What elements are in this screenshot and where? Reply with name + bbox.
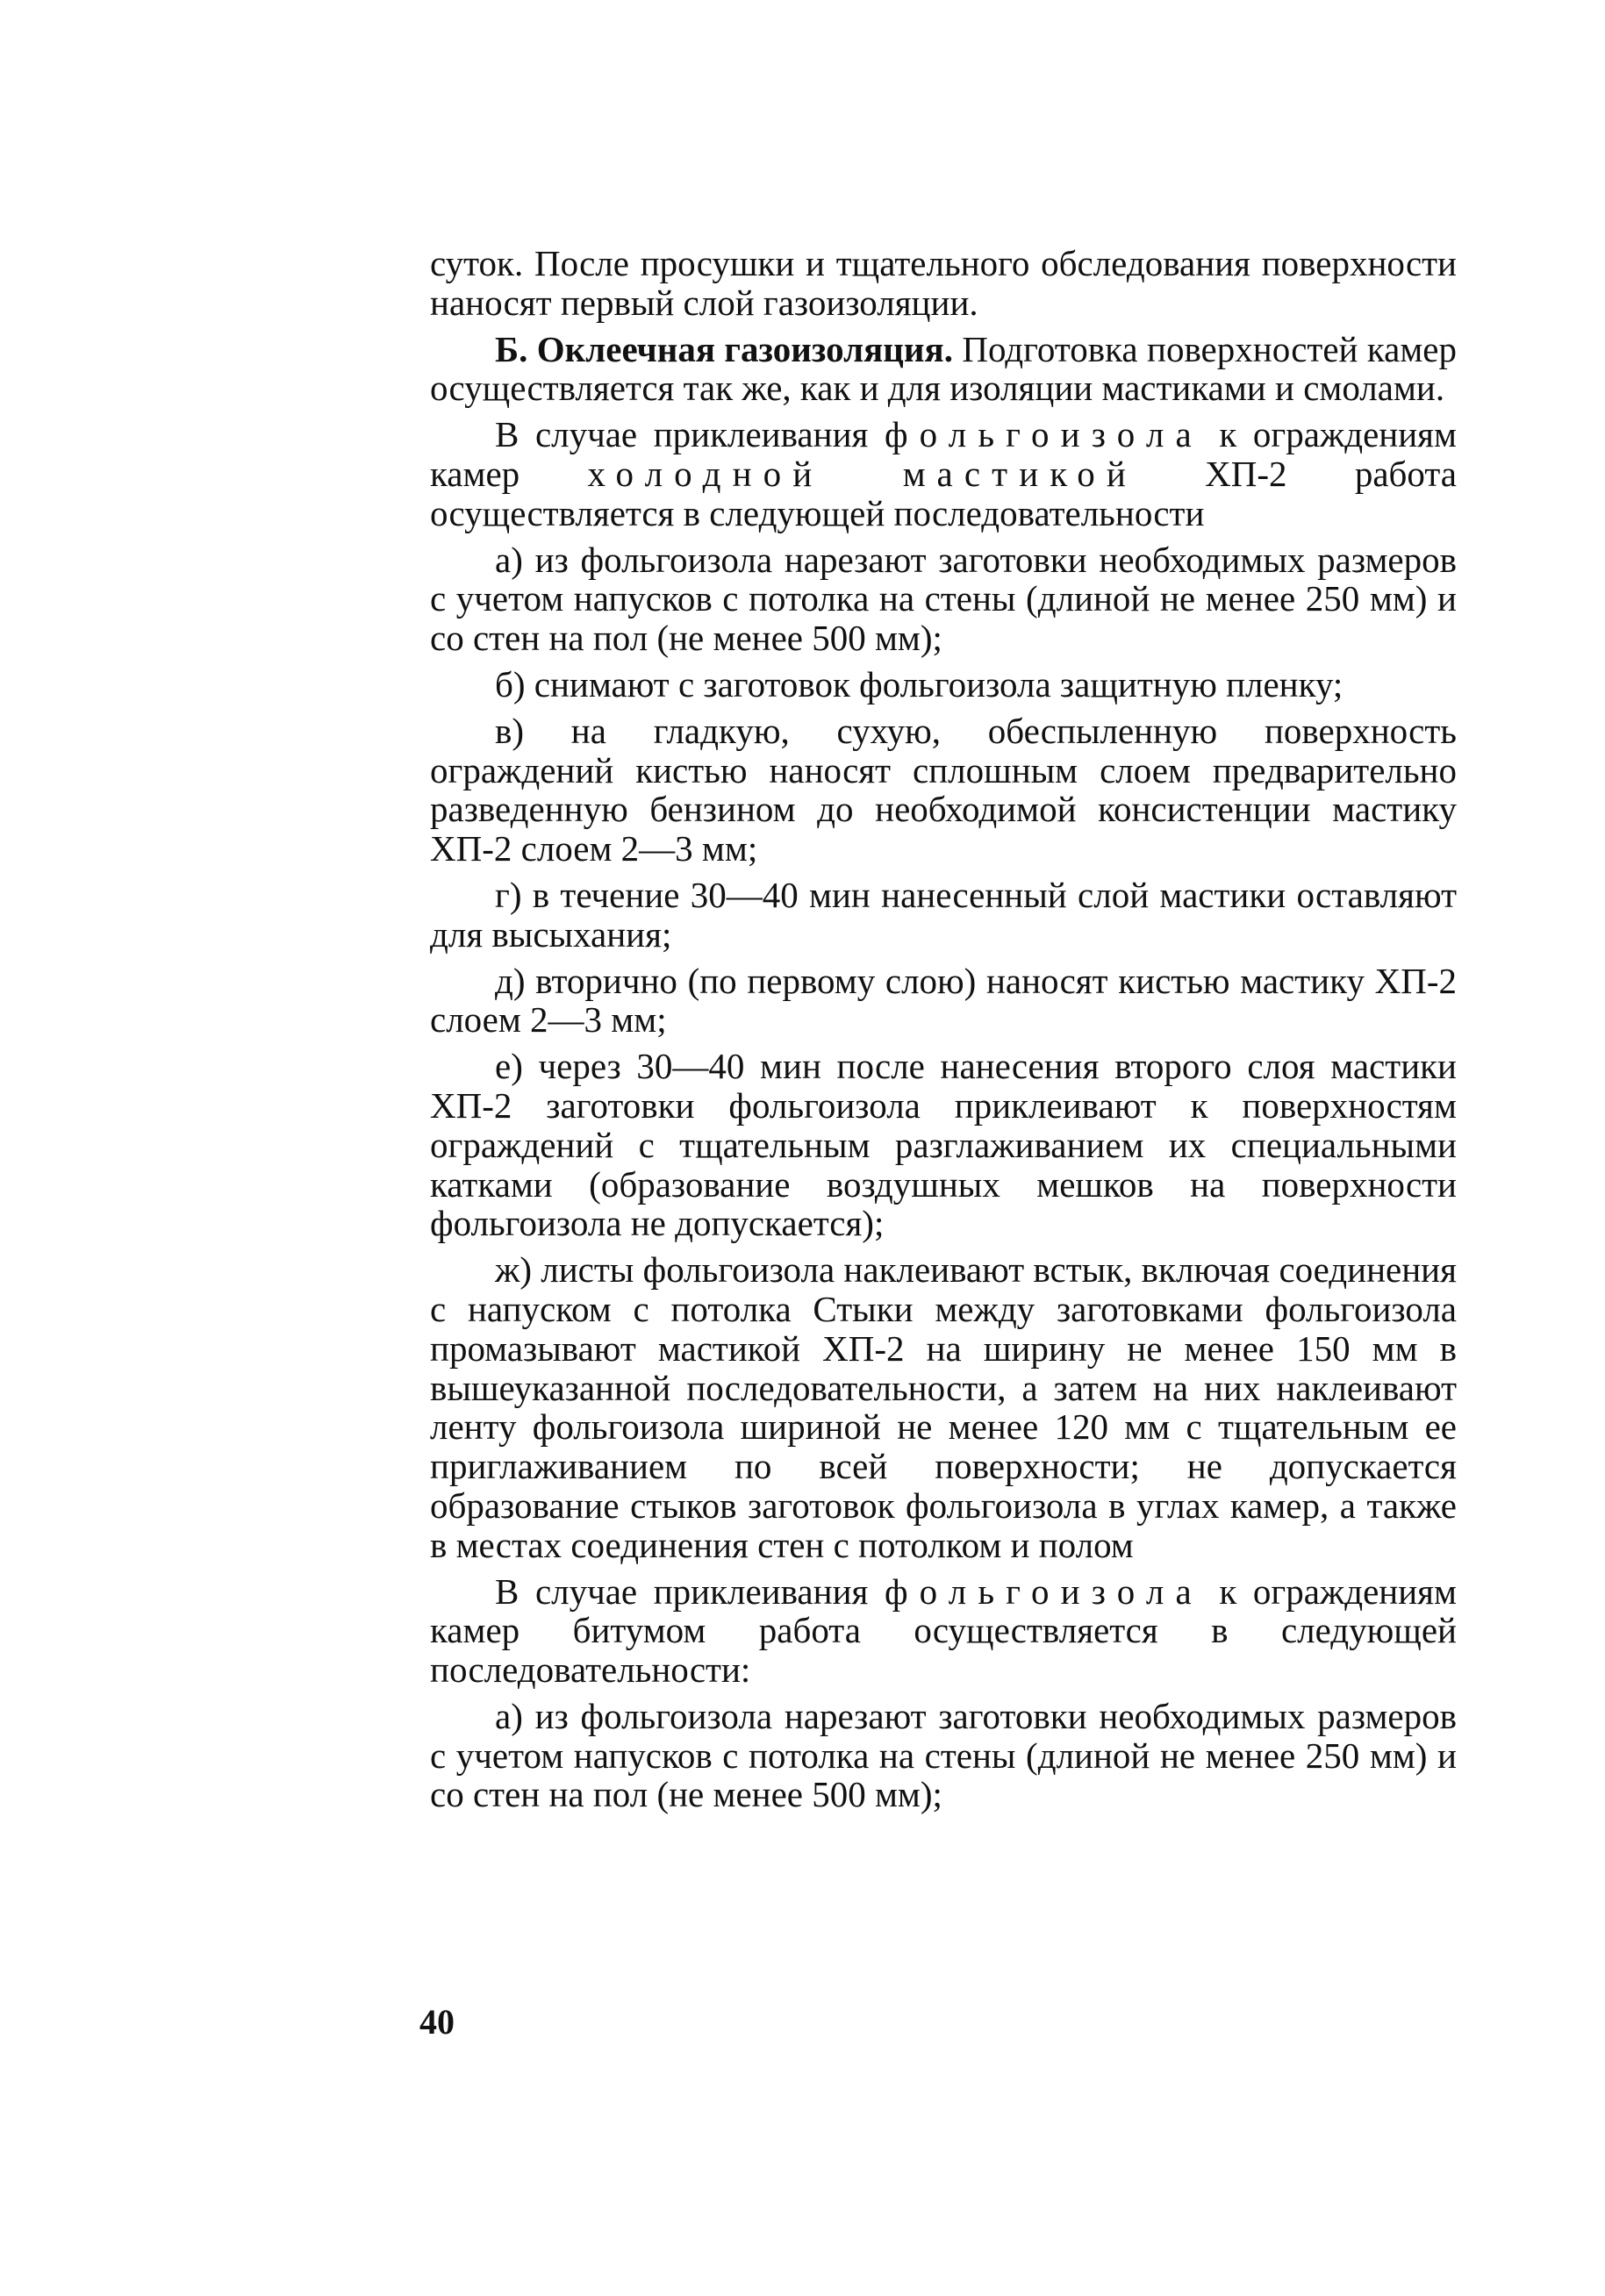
paragraph-text: ХП-2 работа осуществляется в следующей последовательности bbox=[430, 453, 1457, 533]
paragraph-cold-mastic bbox=[430, 415, 1457, 533]
list-item: д) вторично (по первому слою) наносят кистью мастику ХП-2 слоем 2—3 мм; bbox=[430, 960, 1457, 1041]
spaced-term: фольгоизола bbox=[884, 414, 1203, 455]
spaced-term: холодной мастикой bbox=[587, 453, 1137, 494]
paragraph-section-b bbox=[430, 330, 1457, 409]
list-item: а) из фольгоизола нарезают заготовки необходимых размеров с учетом напусков с потолка на стены (длиной не менее 250 мм) и со стен на пол (не менее 500 мм); bbox=[430, 539, 1457, 659]
body-text bbox=[430, 244, 1457, 1814]
list-item: в) на гладкую, сухую, обеспыленную поверхность ограждений кистью наносят сплошным слоем предварительно разведенную бензином до необходимой консистенции мастику ХП-2 слоем 2—3 мм; bbox=[430, 710, 1457, 869]
list-item: б) снимают с заготовок фольгоизола защитную пленку; bbox=[495, 663, 1343, 705]
page-number: 40 bbox=[419, 2002, 455, 2042]
paragraph-text: Подготовка поверхностей камер осуществляется так же, как и для изоляции мастиками и смолами. bbox=[430, 328, 1457, 409]
paragraph-text: к ограждениям камер битумом работа осуществляется в следующей последовательности: bbox=[430, 1570, 1457, 1691]
paragraph-continuation bbox=[430, 244, 1457, 323]
list-item: е) через 30—40 мин после нанесения второго слоя мастики ХП-2 заготовки фольгоизола приклеивают к поверхностям ограждений с тщательным разглаживанием их специальными катками (образование воздушных мешков на поверхности фольгоизола не допускается); bbox=[430, 1046, 1457, 1244]
paragraph-text: суток. После просушки и тщательного обследования поверхности наносят первый слой газоизоляции. bbox=[430, 243, 1457, 323]
section-heading: Б. Оклеечная газоизоляция. bbox=[495, 328, 953, 369]
paragraph-text: В случае приклеивания bbox=[495, 1570, 885, 1612]
list-item: ж) листы фольгоизола наклеивают встык, включая соединения с напуском с потолка Стыки между заготовками фольгоизола промазывают мастикой ХП-2 на ширину не менее 150 мм в вышеуказанной последовательности, а затем на них наклеивают ленту фольгоизола шириной не менее 120 мм с тщательным ее приглаживанием по всей поверхности; не допускается образование стыков заготовок фольгоизола в углах камер, а также в местах соединения стен с потолком и полом bbox=[430, 1249, 1457, 1565]
paragraph-bitumen bbox=[430, 1572, 1457, 1690]
paragraph-text: к ограждениям камер bbox=[430, 414, 1457, 494]
list-item: г) в течение 30—40 мин нанесенный слой мастики оставляют для высыхания; bbox=[430, 874, 1457, 955]
list-item: а) из фольгоизола нарезают заготовки необходимых размеров с учетом напусков с потолка на стены (длиной не менее 250 мм) и со стен на пол (не менее 500 мм); bbox=[430, 1695, 1457, 1815]
spaced-term: фольгоизола bbox=[884, 1570, 1203, 1612]
paragraph-text: В случае приклеивания bbox=[495, 414, 885, 455]
